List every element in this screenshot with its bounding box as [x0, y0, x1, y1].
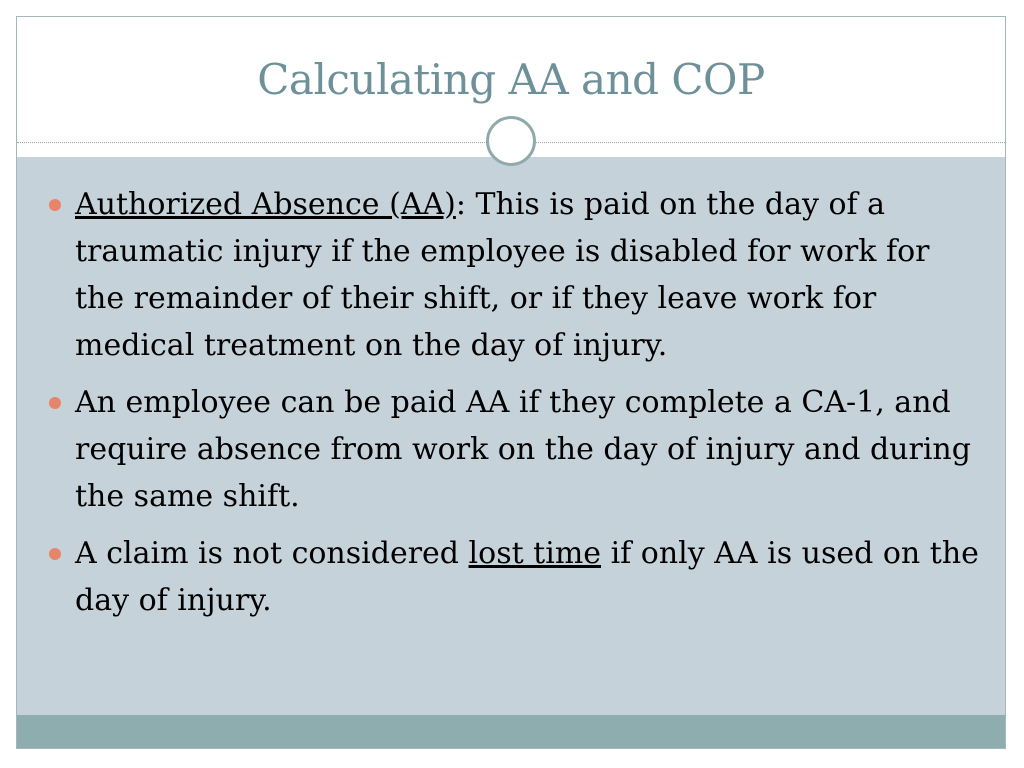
- footer-band: [17, 715, 1005, 748]
- bullet-dot-icon: [49, 199, 61, 211]
- slide: [16, 16, 1006, 749]
- bullet-item-lost-time: [49, 530, 979, 624]
- bullet-list: [49, 181, 979, 634]
- divider-circle-ornament: [486, 116, 536, 166]
- bullet-dot-icon: [49, 397, 61, 409]
- bullet-term: Authorized Absence (AA): [75, 187, 456, 222]
- bullet-term: lost time: [468, 536, 602, 571]
- bullet-text: An employee can be paid AA if they complete a CA-1, and require absence from work on the day of injury and during the same shift.: [75, 385, 971, 514]
- bullet-text-after: if only AA is used on the day of injury.: [75, 536, 979, 618]
- bullet-item-ca1: [49, 379, 979, 520]
- bullet-text: : This is paid on the day of a traumatic injury if the employee is disabled for work for the remainder of their shift, or if they leave work for medical treatment on the day of injury.: [75, 187, 930, 363]
- bullet-dot-icon: [49, 548, 61, 560]
- bullet-item-authorized-absence: [49, 181, 979, 369]
- bullet-text-before: A claim is not considered: [75, 536, 469, 571]
- slide-title: Calculating AA and COP: [257, 55, 765, 104]
